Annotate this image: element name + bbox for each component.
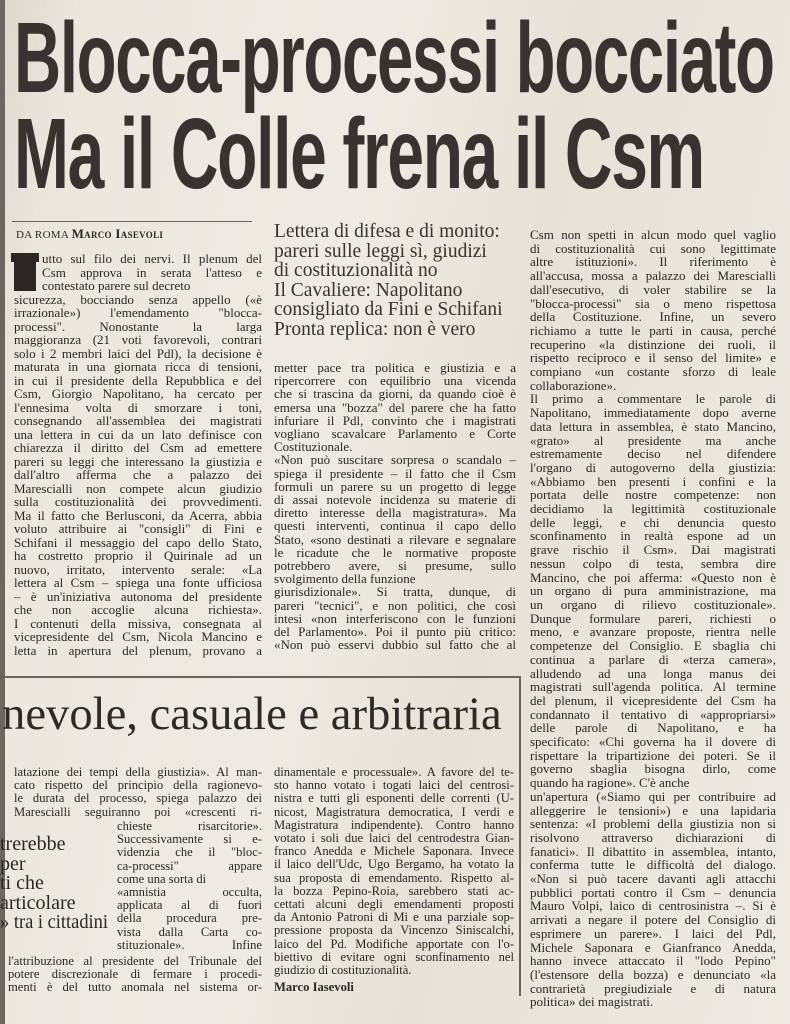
text-line: che si trascina da giorni, da quando cioè è (274, 386, 516, 402)
pull-quote-line: » tra i cittadini (0, 911, 108, 933)
text-line: dall'esecutivo, di voler stabilire se la (530, 281, 776, 297)
text-line: quando ha ragione». C'è anche (530, 775, 690, 791)
text-line: vogliano scavalcare Parlamento e Corte (274, 426, 516, 442)
text-line: in cui il presidente della Repubblica e del (14, 372, 262, 388)
text-line: «Non può esservi dubbio sul fatto che al (274, 637, 516, 653)
deck-line: Il Cavaliere: Napolitano (274, 279, 463, 301)
text-line: continua a parlare di «terza camera», (530, 651, 776, 667)
text-line: vista dalla Carta co- (117, 924, 262, 939)
article-column-2 (274, 361, 516, 651)
box-headline: nevole, casuale e arbitraria (2, 688, 502, 740)
text-line: formuli un parere su un progetto di legge (274, 478, 516, 494)
text-line: stituzionale». Infine (117, 937, 262, 952)
text-line: rispetto reciproco e il senso del limite» e (530, 350, 776, 366)
text-line: spiega il presidente – il fatto che il Csm (274, 465, 516, 481)
text-line: applicata al di fuori (117, 898, 262, 913)
text-line: ca-processi" appare (117, 858, 262, 873)
text-line: il laico dell'Udc, Ugo Bergamo, ha votato la (274, 857, 514, 872)
text-line: fanatici». Il dibattito in assemblea, intanto, (530, 843, 776, 859)
byline-place: DA ROMA (16, 229, 69, 241)
text-line: come una sorta di (117, 871, 207, 886)
text-line: magistrati sull'agenda politica. Al termine (530, 679, 776, 695)
text-line: consegnando all'assemblea dei magistrati (14, 413, 262, 428)
text-line: da Antonio Patroni di Mi e una parziale sop- (274, 910, 514, 925)
byline-rule (12, 221, 252, 222)
pull-quote-line: articolare (0, 891, 76, 914)
text-line: del plenum, il vicepresidente del Csm ha (530, 692, 776, 708)
text-line: maggioranza (21 voti favorevoli, contrari (14, 332, 262, 347)
text-line: dall'altro afferma che a palazzo dei (14, 467, 262, 482)
text-line: nuovo, irritato, intervento serale: «La (14, 561, 262, 577)
text-line: metter pace tra politica e giustizia e a (274, 360, 516, 375)
text-line: franco Anedda e Michele Saponara. Invece (274, 844, 514, 859)
text-line: governo sbaglia bisogna dirlo, come (530, 761, 776, 777)
text-line: portata delle nostre competenze: non (530, 487, 776, 503)
text-line: Csm non spetti in alcun modo quel vaglio (530, 227, 776, 242)
text-line: intesi «non interferiscono con le funzioni (274, 610, 516, 626)
text-line: (l'estensore della bozza) e denunciato «la (530, 966, 776, 982)
text-line: l'ennesima volta di smorzare i toni, (14, 399, 262, 415)
text-line: nessun colpo di testa, sembra dire (530, 555, 776, 571)
text-line: maturata in una giornata ricca di tensioni, (14, 359, 262, 374)
text-line: «amnistia occulta, (117, 885, 262, 900)
text-line: un organo di rilievo costituzionale». (530, 596, 776, 612)
text-line: hanno invece attaccato il "lodo Pepino" (530, 953, 776, 969)
text-line: meno, e avanzare proposte, rientra nelle (530, 624, 776, 640)
text-line: risolvono attraverso dichiarazioni di (530, 829, 776, 845)
text-line: nistra e tutti gli esponenti delle correnti (U- (274, 791, 514, 806)
text-line: arrivati a negare il potere del Consiglio di (530, 912, 776, 928)
text-line: Marescialli non compete alcun giudizio (14, 480, 262, 496)
byline-author: Marco Iasevoli (71, 226, 164, 241)
text-line: sto hanno votato i togati laici del centrosi- (274, 778, 514, 793)
text-line: ha costretto proprio il Quirinale ad un (14, 548, 262, 563)
text-line: «grato» al presidente ma anche (530, 432, 776, 448)
text-line: chiarezza il diritto del Csm ad emettere (14, 440, 262, 455)
text-line: Stato, «sono destinati a rilevare e segnalare (274, 531, 516, 547)
text-line: cettati alcuni degli emendamenti proposti (274, 897, 514, 912)
text-line: recuperino «la distinzione dei ruoli, il (530, 336, 776, 352)
pull-quote-line: ti che (0, 872, 44, 894)
text-line: che non accoglie alcuna richiesta». (14, 602, 262, 617)
pull-quote-line: per (0, 852, 26, 875)
text-line: Ma il fatto che Berlusconi, da Acerra, abbia (14, 507, 262, 523)
text-line: Successivamente si e- (117, 832, 262, 847)
headline-line-1: Blocca-processi bocciato (14, 2, 774, 114)
text-line: pressione proposta da Vincenzo Siniscalchi, (274, 923, 514, 938)
text-line: votato i soli due laici del centrodestra Gian- (274, 831, 514, 846)
text-line: delle parole di Napolitano, e ha (530, 720, 776, 736)
text-line: Marescialli seguiranno poi «crescenti ri- (14, 804, 262, 819)
text-line: utto sul filo dei nervi. Il plenum del (42, 251, 262, 266)
text-line: menti è del tutto anomala nel sistema or- (8, 980, 262, 995)
box-text-top (14, 766, 262, 819)
article-column-1 (14, 252, 262, 657)
text-line: Magistratura indipendente). Contro hanno (274, 817, 514, 832)
text-line: pubblici portati contro il Csm – denuncia (530, 884, 776, 900)
text-line: di costituzionalità cui sono legittimate (530, 240, 776, 256)
headline-line-2: Ma il Colle frena il Csm (14, 98, 704, 210)
deck-line: consigliato da Fini e Schifani (274, 299, 503, 320)
text-line: irrazionale») l'emendamento "blocca- (14, 305, 262, 320)
text-line: infuriare il Pdl, convinto che i magistrati (274, 412, 516, 428)
text-line: svolgimento della funzione (274, 571, 416, 587)
text-line: questi interventi, continua il capo dello (274, 518, 516, 534)
text-line: chieste risarcitorie». (117, 819, 262, 833)
text-line: l'organo di autogoverno della giustizia: (530, 459, 776, 475)
text-line: emersa una "bozza" del parere che ha fatto (274, 399, 516, 415)
box-text-narrow (117, 820, 262, 952)
text-line: la bozza Pepino-Roia, sarebbero stati ac- (274, 883, 514, 898)
text-line: I contenuti della missiva, consegnata al (14, 615, 262, 631)
text-line: Dunque formulare pareri, richiesti o (530, 610, 776, 626)
text-line: competenze del Consiglio. E sbaglia chi (530, 638, 776, 654)
text-line: contrarietà pregiudiziale e di natura (530, 980, 776, 996)
text-line: all'accusa, mossa a palazzo dei Marescialli (530, 268, 776, 284)
text-line: pareri "tecnici", e non politici, che così (274, 597, 516, 613)
text-line: Schifani il messaggio del capo dello Stato, (14, 534, 262, 550)
text-line: una lettera in cui da un lato definisce con (14, 426, 262, 442)
text-line: potrebbero avere, si presume, sullo (274, 558, 516, 574)
text-line: le ricadute che le normative proposte (274, 544, 516, 560)
deck-line: Lettera di difesa e di monito: (274, 221, 500, 242)
article-column-3 (530, 228, 776, 1009)
box-text-bottom (8, 955, 262, 995)
text-line: contestato parere sul decreto (42, 278, 191, 293)
text-line: biettivo di evitare ogni sconfinamento nel (274, 949, 514, 964)
text-line: un organo di pura amministrazione, ma (530, 583, 776, 599)
text-line: solo i 2 membri laici del Pdl), la decisione è (14, 345, 262, 361)
text-line: le durata del processo, spiega palazzo dei (14, 791, 262, 806)
deck-line: di costituzionalità no (274, 260, 438, 281)
text-line: Il primo a commentare le parole di (530, 391, 776, 407)
text-line: di assai notevole incidenza su materie di (274, 492, 516, 508)
text-line: Mancino, che poi afferma: «Questo non è (530, 569, 776, 585)
text-line: alleggerire le tensioni») e una lapidaria (530, 802, 776, 818)
text-line: "blocca-processi" sia o meno rispettosa (530, 295, 776, 311)
text-line: letta in apertura del plenum, provano a (14, 642, 262, 658)
text-line: rispettare la tripartizione dei poteri. Se il (530, 747, 776, 763)
pull-quote-line: trerebbe (0, 833, 66, 855)
text-line: sulla costituzionalità dei provvedimenti. (14, 494, 262, 509)
text-line: Csm, Giorgio Napolitano, ha cercato per (14, 386, 262, 401)
text-line: compiano «un costante sforzo di leale (530, 364, 776, 380)
text-line: collaborazione». (530, 377, 617, 393)
text-line: estremamente deciso nel difendere (530, 446, 776, 462)
text-line: lettera al Csm – spiega una fonte ufficiosa (14, 575, 262, 590)
text-line: sconfinamento in realtà espone ad un (530, 528, 776, 544)
text-line: grave rischio il Csm». Dai magistrati (530, 542, 776, 558)
box-top-rule (0, 676, 521, 678)
text-line: ripercorrere con equilibrio una vicenda (274, 373, 516, 389)
text-line: alludendo ad una longa manus dei (530, 665, 776, 681)
text-line: nicost, Magistratura democratica, I verdi e (274, 804, 514, 819)
text-line: politica» dei magistrati. (530, 994, 654, 1010)
text-line: voluto attribuire ai "consigli" di Fini e (14, 521, 262, 536)
text-line: della procedura pre- (117, 911, 262, 926)
text-line: giudizio di costituzionalità. (274, 963, 412, 978)
text-line: processi". Nonostante la larga (14, 318, 262, 334)
text-line: conferma tutte le difficoltà del dialogo. (530, 857, 776, 873)
text-line: giurisdizionale». Si tratta, dunque, di (274, 584, 516, 600)
text-line: condannato il tentativo di «appropriarsi» (530, 706, 776, 722)
text-line: pareri su leggi che interessano la giustizia e (14, 453, 262, 469)
text-line: un'apertura («Siamo qui per contribuire ad (530, 788, 776, 804)
box-text-right (274, 766, 514, 977)
box-signature: Marco Iasevoli (274, 980, 354, 994)
text-line: diretto interesse della magistratura». Ma (274, 505, 516, 521)
subheadline-deck (274, 222, 503, 339)
text-line: sua proposta di emendamento. Rispetto al- (274, 870, 514, 885)
text-line: della Costituzione. Infine, un severo (530, 309, 776, 325)
deck-line: Pronta replica: non è vero (274, 318, 476, 340)
text-line: latazione dei tempi della giustizia». Al man- (14, 765, 262, 779)
text-line: vicepresidente del Csm, Nicola Mancino e (14, 629, 262, 644)
text-line: decidiamo la legittimità costituzionale (530, 501, 776, 517)
text-line: specificato: «Chi governa ha il dovere di (530, 734, 776, 750)
deck-line: pareri sulle leggi sì, giudizi (274, 240, 487, 262)
text-line: «Non può suscitare sorpresa o scandalo – (274, 452, 516, 468)
text-line: Mauro Volpi, laico di centrosinistra –. Si è (530, 898, 776, 914)
text-line: «Abbiamo ben presenti i confini e la (530, 473, 776, 489)
text-line: esprimere un parere». I laici del Pdl, (530, 925, 776, 941)
text-line: laico del Pd. Modifiche apportate con l'o- (274, 936, 514, 951)
text-line: Michele Saponara e Gianfranco Anedda, (530, 939, 776, 955)
text-line: sentenza: «I problemi della giustizia non si (530, 816, 776, 832)
text-line: altre istituzioni». Il riferimento è (530, 254, 776, 270)
byline (16, 226, 163, 242)
text-line: sicurezza, bocciando senza appello («è (14, 291, 262, 307)
text-line: Costituzionale. (274, 439, 353, 455)
pull-quote (0, 835, 110, 933)
text-line: data lettura in assemblea, è stato Mancino, (530, 418, 776, 434)
text-line: delle leggi, e chi denuncia questo (530, 514, 776, 530)
text-line: richiamo a tutte le parti in causa, perché (530, 322, 776, 338)
text-line: «Non si può tacere davanti agli attacchi (530, 871, 776, 887)
text-line: dinamentale e processuale». A favore del te- (274, 765, 514, 779)
text-line: videnzia che il "bloc- (117, 845, 262, 860)
text-line: – è un'iniziativa autonoma del presidente (14, 588, 262, 604)
text-line: del Parlamento». Poi il punto più critico: (274, 624, 516, 640)
text-line: Napolitano, immediatamente dopo averne (530, 405, 776, 421)
text-line: Csm approva in serata l'atteso e (42, 264, 262, 280)
text-line: l'attribuzione al presidente del Tribunale del (8, 954, 262, 968)
text-line: potere discrezionale di fermare i procedi- (8, 967, 262, 982)
text-line: cato rispetto del principio della ragionevo- (14, 778, 262, 793)
box-right-rule (519, 676, 521, 996)
